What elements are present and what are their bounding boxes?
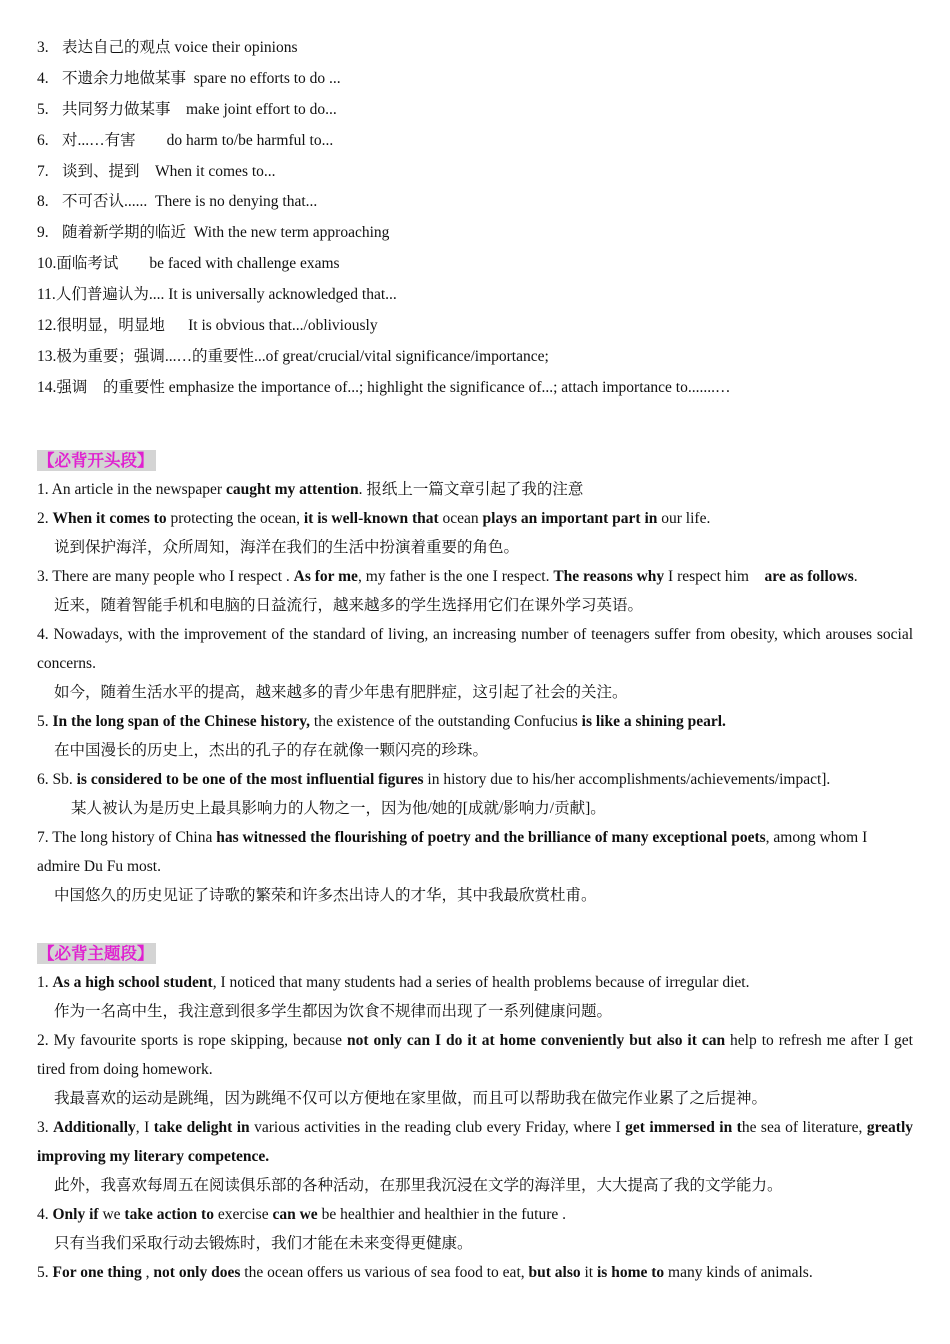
phrase-number: 9. xyxy=(37,224,49,242)
sentence-english: 3. Additionally, I take delight in various activities in the reading club every Friday, where I get immersed in the sea of literature, greatly improving my literary competence. xyxy=(37,1118,914,1165)
opening-sentence xyxy=(37,765,913,823)
document-page xyxy=(37,33,913,1287)
sentence-english: 6. Sb. is considered to be one of the most influential figures in history due to his/her accomplishments/achievements/impact]. xyxy=(37,770,831,788)
phrase-text: 不遗余力地做某事 spare no efforts to do ... xyxy=(62,69,341,87)
phrase-text: 强调 的重要性 emphasize the importance of...; highlight the significance of...; attach importance to.......… xyxy=(56,378,731,396)
opening-sentence xyxy=(37,475,913,504)
sentence-translation: 中国悠久的历史见证了诗歌的繁荣和许多杰出诗人的才华，其中我最欣赏杜甫。 xyxy=(54,886,597,904)
phrase-text: 随着新学期的临近 With the new term approaching xyxy=(62,224,390,242)
section-heading-theme: 【必背主题段】 xyxy=(38,943,154,963)
phrase-number: 6. xyxy=(37,131,49,149)
theme-sentence xyxy=(37,1258,913,1287)
phrase-item xyxy=(37,95,913,126)
sentence-english: 1. As a high school student, I noticed that many students had a series of health problems because of irregular diet. xyxy=(37,973,750,991)
phrase-text: 很明显，明显地 It is obvious that.../obliviously xyxy=(56,317,378,335)
theme-sentence xyxy=(37,1026,913,1113)
spacer xyxy=(37,910,913,928)
phrase-number: 4. xyxy=(37,69,49,87)
phrase-text: 谈到、提到 When it comes to... xyxy=(62,162,276,180)
phrase-number: 11. xyxy=(37,286,56,304)
sentence-english: 1. An article in the newspaper caught my attention. 报纸上一篇文章引起了我的注意 xyxy=(37,480,584,498)
sentence-translation: 只有当我们采取行动去锻炼时，我们才能在未来变得更健康。 xyxy=(54,1234,473,1252)
phrase-number: 8. xyxy=(37,193,49,211)
phrase-item xyxy=(37,64,913,95)
sentence-english: 3. There are many people who I respect . As for me, my father is the one I respect. The reasons why I respect him are as follows. xyxy=(37,567,858,585)
opening-sentence xyxy=(37,562,913,620)
sentence-translation: 我最喜欢的运动是跳绳，因为跳绳不仅可以方便地在家里做，而且可以帮助我在做完作业累了之后提神。 xyxy=(54,1089,768,1107)
sentence-english: 5. In the long span of the Chinese history, the existence of the outstanding Confucius is like a shining pearl. xyxy=(37,712,726,730)
theme-sentence xyxy=(37,1200,913,1258)
opening-sentence xyxy=(37,823,913,910)
sentence-translation: 作为一名高中生，我注意到很多学生都因为饮食不规律而出现了一系列健康问题。 xyxy=(54,1002,613,1020)
sentence-translation: 如今，随着生活水平的提高，越来越多的青少年患有肥胖症，这引起了社会的关注。 xyxy=(54,683,628,701)
opening-sentence xyxy=(37,707,913,765)
phrase-text: 不可否认...... There is no denying that... xyxy=(62,193,318,211)
sentence-english: 2. When it comes to protecting the ocean, it is well-known that ocean plays an important part in our life. xyxy=(37,509,711,527)
phrase-item xyxy=(37,342,913,373)
phrase-text: 极为重要；强调...…的重要性...of great/crucial/vital significance/importance; xyxy=(56,347,549,365)
spacer xyxy=(37,404,913,435)
phrase-item xyxy=(37,157,913,188)
opening-sentence xyxy=(37,620,913,707)
opening-sentence xyxy=(37,504,913,562)
phrase-number: 3. xyxy=(37,39,49,56)
phrase-item xyxy=(37,218,913,249)
phrase-item xyxy=(37,249,913,280)
phrase-number: 14. xyxy=(37,378,57,396)
theme-sentence xyxy=(37,968,913,1026)
sentence-translation: 在中国漫长的历史上，杰出的孔子的存在就像一颗闪亮的珍珠。 xyxy=(54,741,489,759)
phrase-text: 面临考试 be faced with challenge exams xyxy=(56,255,340,273)
phrase-item xyxy=(37,373,913,404)
phrase-number: 13. xyxy=(37,347,57,365)
sentence-translation: 近来，随着智能手机和电脑的日益流行，越来越多的学生选择用它们在课外学习英语。 xyxy=(54,596,644,614)
phrase-text: 对...…有害 do harm to/be harmful to... xyxy=(62,131,334,149)
sentence-translation: 某人被认为是历史上最具影响力的人物之一，因为他/她的[成就/影响力/贡献]。 xyxy=(71,799,606,817)
phrase-item xyxy=(37,187,913,218)
sentence-english: 4. Nowadays, with the improvement of the standard of living, an increasing number of teenagers suffer from obesity, which arouses social concerns. xyxy=(37,625,913,672)
phrase-number: 10. xyxy=(37,255,57,273)
sentence-english: 5. For one thing , not only does the ocean offers us various of sea food to eat, but also it is home to many kinds of animals. xyxy=(37,1263,813,1281)
sentence-english: 2. My favourite sports is rope skipping, because not only can I do it at home conveniently but also it can help to refresh me after I get tired from doing homework. xyxy=(37,1031,913,1078)
phrase-item xyxy=(37,126,913,157)
sentence-translation: 说到保护海洋，众所周知，海洋在我们的生活中扮演着重要的角色。 xyxy=(54,538,520,556)
phrase-number: 7. xyxy=(37,162,49,180)
phrase-item xyxy=(37,33,913,64)
phrase-item xyxy=(37,280,913,311)
phrase-list xyxy=(37,33,913,404)
theme-sentence xyxy=(37,1113,913,1200)
phrase-text: 人们普遍认为.... It is universally acknowledged that... xyxy=(55,286,397,304)
sentence-english: 7. The long history of China has witnessed the flourishing of poetry and the brilliance of many exceptional poets, among whom I admire Du Fu most. xyxy=(37,828,868,875)
section-heading-opening: 【必背开头段】 xyxy=(38,450,154,470)
phrase-text: 表达自己的观点 voice their opinions xyxy=(62,39,298,56)
sentence-translation: 此外，我喜欢每周五在阅读俱乐部的各种活动，在那里我沉浸在文学的海洋里，大大提高了我的文学能力。 xyxy=(54,1176,783,1194)
phrase-number: 12. xyxy=(37,317,57,335)
phrase-number: 5. xyxy=(37,100,49,118)
sentence-english: 4. Only if we take action to exercise can we be healthier and healthier in the future . xyxy=(37,1205,567,1223)
phrase-text: 共同努力做某事 make joint effort to do... xyxy=(62,100,337,118)
phrase-item xyxy=(37,311,913,342)
